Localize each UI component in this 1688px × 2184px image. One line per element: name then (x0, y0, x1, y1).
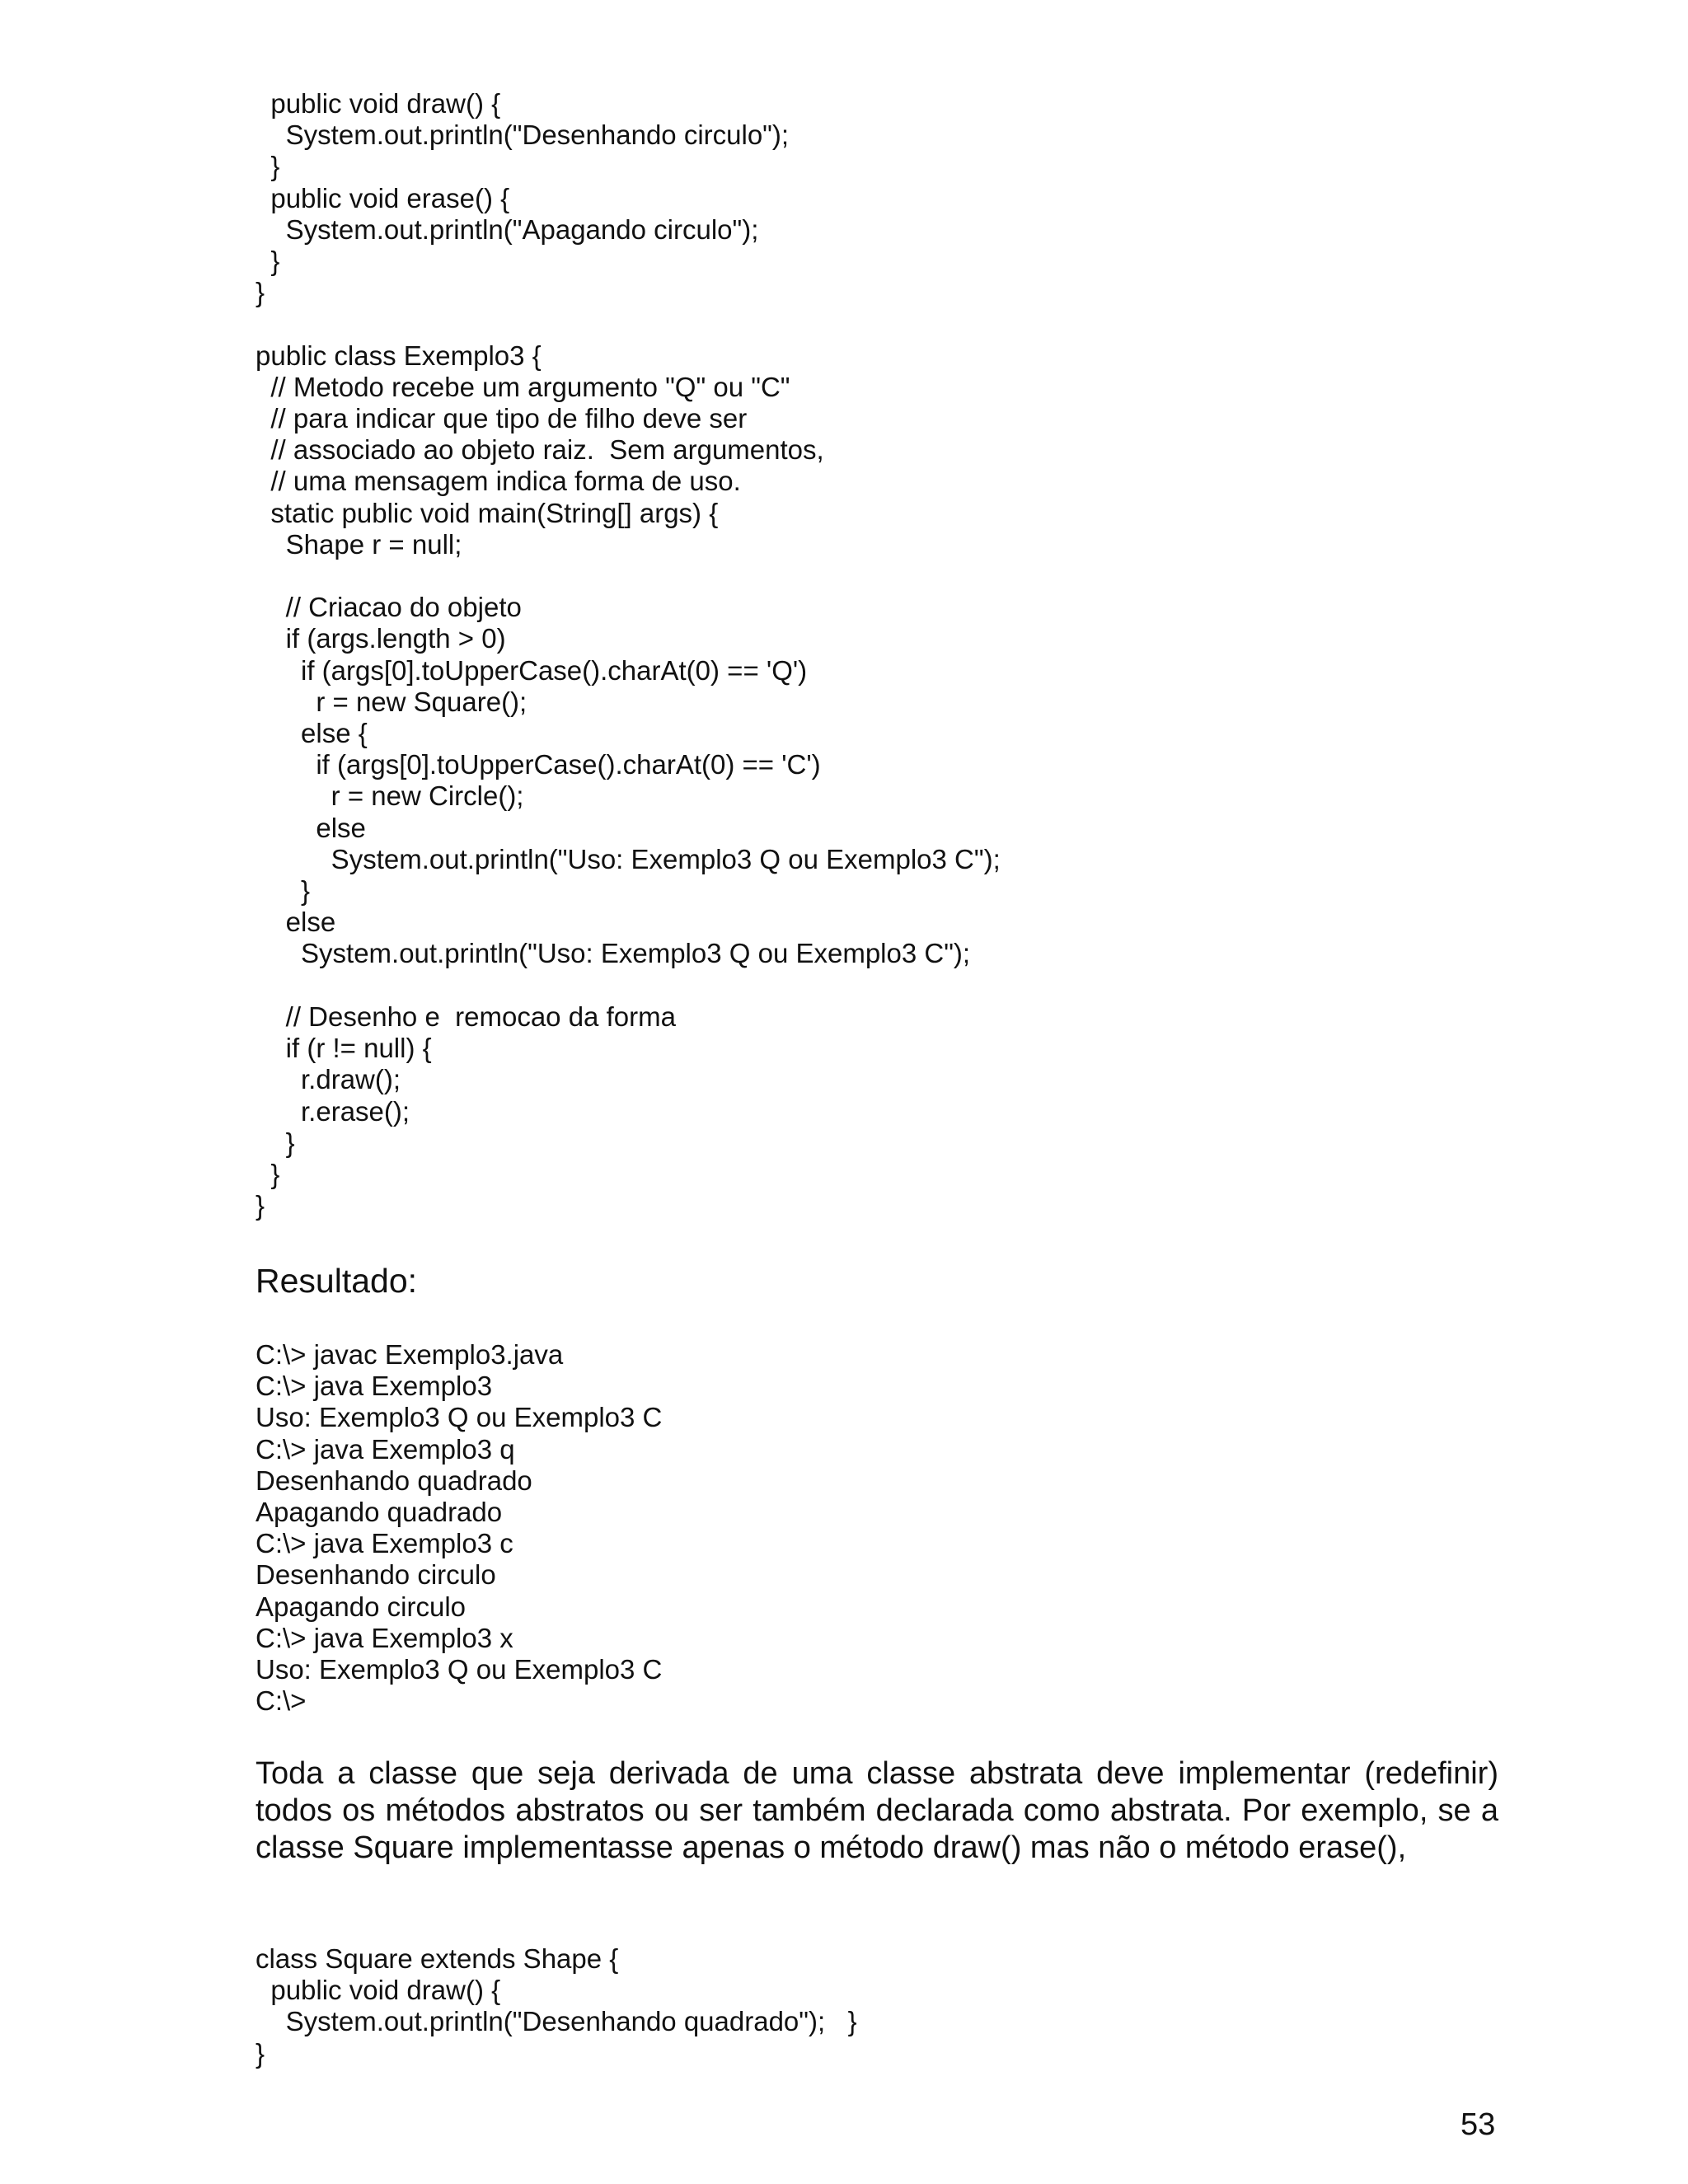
code-listing-square: class Square extends Shape { public void draw() { System.out.println("Desenhando quadrado"); } } (256, 1943, 857, 2069)
body-paragraph: Toda a classe que seja derivada de uma classe abstrata deve implementar (redefinir) todos os métodos abstratos ou ser também declarada como abstrata. Por exemplo, se a classe Square implementasse apenas o método draw() mas não o método erase(), (256, 1756, 1498, 1865)
page-number: 53 (1461, 2107, 1496, 2142)
result-heading: Resultado: (256, 1262, 418, 1300)
code-listing-exemplo3: public void draw() { System.out.println("Desenhando circulo"); } public void erase() { System.out.println("Apagando circulo"); } } public class Exemplo3 { // Metodo recebe um argumento "Q" ou "C" // para indicar que tipo de filho deve ser // associado ao objeto raiz. Sem argumentos, // uma mensagem indica forma de uso. static public void main(String[] args) { Shape r = null; // Criacao do objeto if (args.length > 0) if (args[0].toUpperCase().charAt(0) == 'Q') r = new Square(); else { if (args[0].toUpperCase().charAt(0) == 'C') r = new Circle(); else System.out.println("Uso: Exemplo3 Q ou Exemplo3 C"); } else System.out.println("Uso: Exemplo3 Q ou Exemplo3 C"); // Desenho e remocao da forma if (r != null) { r.draw(); r.erase(); } } } (256, 88, 1001, 1221)
console-output: C:\> javac Exemplo3.java C:\> java Exemplo3 Uso: Exemplo3 Q ou Exemplo3 C C:\> java Exemplo3 q Desenhando quadrado Apagando quadrado C:\> java Exemplo3 c Desenhando circulo Apagando circulo C:\> java Exemplo3 x Uso: Exemplo3 Q ou Exemplo3 C C:\> (256, 1339, 663, 1717)
